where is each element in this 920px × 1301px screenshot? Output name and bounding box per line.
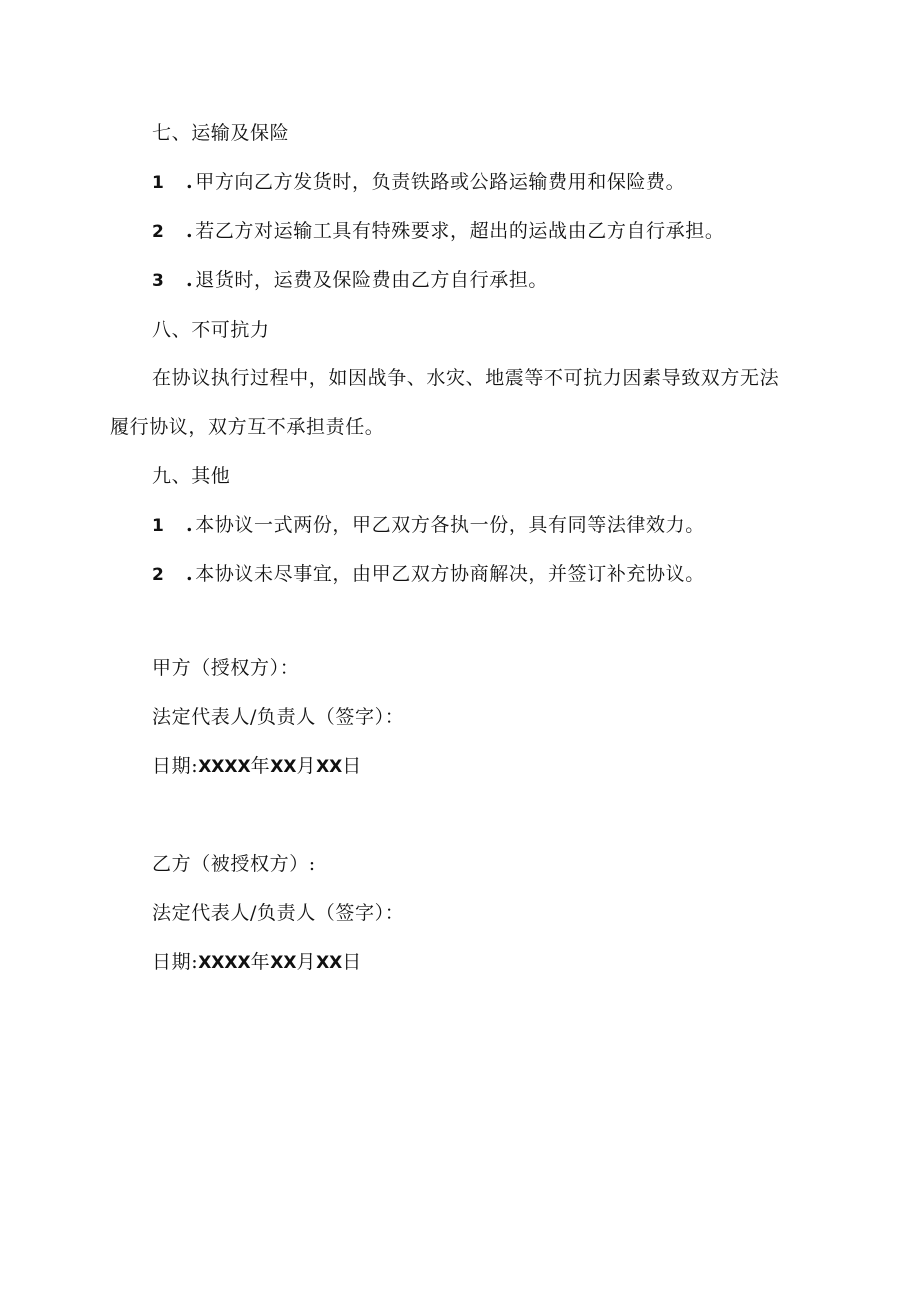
- section-9-item-2: 2 . 本协议未尽事宜，由甲乙双方协商解决，并签订补充协议。: [152, 563, 705, 585]
- item-number: 1: [152, 173, 164, 193]
- section-7-item-1: 1 . 甲方向乙方发货时，负责铁路或公路运输费用和保险费。: [152, 171, 686, 193]
- party-a-representative: 法定代表人/负责人（签字）：: [152, 706, 405, 728]
- item-number: 2: [152, 222, 164, 242]
- section-7-heading: 七、运输及保险: [152, 122, 290, 144]
- party-a-label: 甲方（授权方）：: [152, 657, 300, 679]
- section-8-paragraph-line-1: 在协议执行过程中，如因战争、水灾、地震等不可抗力因素导致双方无法: [152, 367, 780, 389]
- party-b-date: 日期:XXXX年XX月XX日: [152, 951, 362, 973]
- item-number: 2: [152, 565, 164, 585]
- section-7-item-2: 2 . 若乙方对运输工具有特殊要求，超出的运战由乙方自行承担。: [152, 220, 725, 242]
- party-b-representative: 法定代表人/负责人（签字）：: [152, 902, 405, 924]
- section-8-paragraph-line-2: 履行协议，双方互不承担责任。: [110, 416, 385, 438]
- party-a-date: 日期:XXXX年XX月XX日: [152, 755, 362, 777]
- section-9-item-1: 1 . 本协议一式两份，甲乙双方各执一份，具有同等法律效力。: [152, 514, 705, 536]
- section-9-heading: 九、其他: [152, 465, 231, 487]
- item-number: 1: [152, 516, 164, 536]
- party-b-label: 乙方（被授权方）:: [152, 853, 316, 875]
- item-text: 本协议一式两份，甲乙双方各执一份，具有同等法律效力。: [195, 514, 705, 536]
- item-text: 本协议未尽事宜，由甲乙双方协商解决，并签订补充协议。: [195, 563, 705, 585]
- item-text: 若乙方对运输工具有特殊要求，超出的运战由乙方自行承担。: [195, 220, 725, 242]
- section-8-heading: 八、不可抗力: [152, 319, 270, 341]
- item-text: 退货时，运费及保险费由乙方自行承担。: [195, 269, 549, 291]
- section-7-item-3: 3 . 退货时，运费及保险费由乙方自行承担。: [152, 269, 549, 291]
- item-number: 3: [152, 271, 164, 291]
- item-text: 甲方向乙方发货时，负责铁路或公路运输费用和保险费。: [195, 171, 686, 193]
